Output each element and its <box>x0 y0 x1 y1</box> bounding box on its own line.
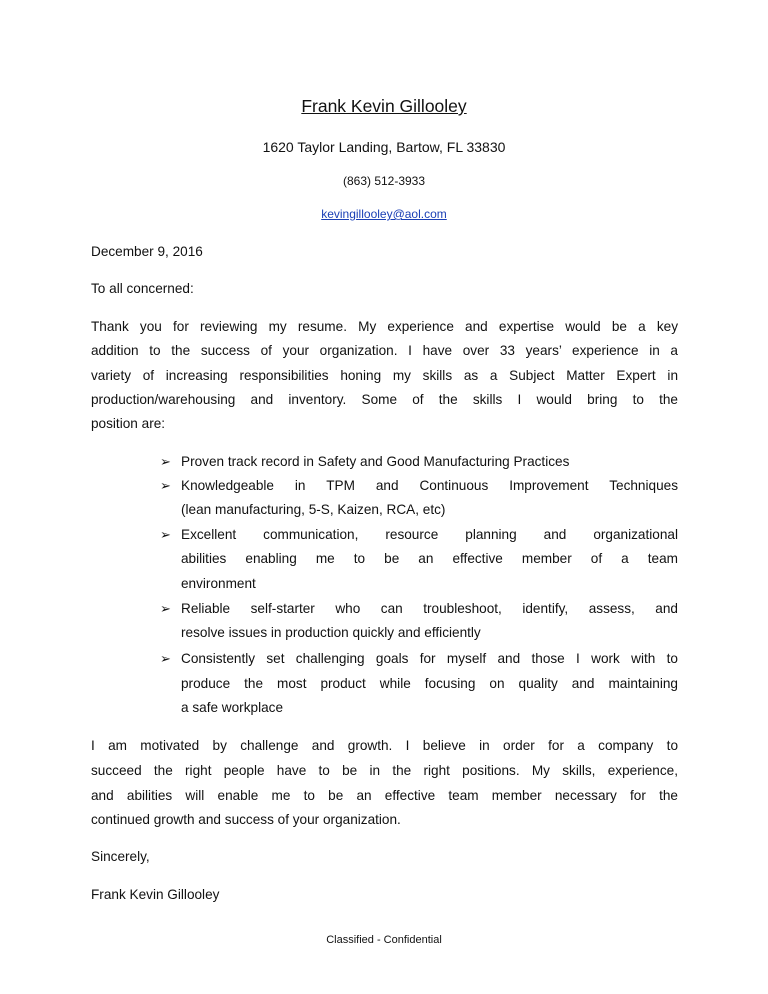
paragraph-line: Thank you for reviewing my resume. My experience and expertise would be a key <box>91 319 678 334</box>
bullet-line: Knowledgeable in TPM and Continuous Improvement Techniques <box>181 478 678 493</box>
paragraph-line: variety of increasing responsibilities honing my skills as a Subject Matter Expert in <box>91 368 678 383</box>
paragraph-line: position are: <box>91 416 166 431</box>
arrow-bullet-icon: ➢ <box>160 478 171 493</box>
bullet-line: Proven track record in Safety and Good Manufacturing Practices <box>181 454 570 469</box>
bullet-line: (lean manufacturing, 5-S, Kaizen, RCA, etc) <box>181 502 446 517</box>
bullet-line: Excellent communication, resource planning and organizational <box>181 527 678 542</box>
sender-name: Frank Kevin Gillooley <box>301 96 467 116</box>
paragraph-line: I am motivated by challenge and growth. I believe in order for a company to <box>91 738 678 753</box>
paragraph-line: production/warehousing and inventory. Some of the skills I would bring to the <box>91 392 678 407</box>
arrow-bullet-icon: ➢ <box>160 651 171 666</box>
closing: Sincerely, <box>91 849 150 864</box>
paragraph-line: succeed the right people have to be in the right positions. My skills, experience, <box>91 763 678 778</box>
bullet-line: resolve issues in production quickly and efficiently <box>181 625 481 640</box>
salutation: To all concerned: <box>91 281 194 296</box>
paragraph-line: continued growth and success of your organization. <box>91 812 401 827</box>
arrow-bullet-icon: ➢ <box>160 527 171 542</box>
arrow-bullet-icon: ➢ <box>160 601 171 616</box>
sender-phone: (863) 512-3933 <box>342 174 426 188</box>
letter-date: December 9, 2016 <box>91 244 203 259</box>
sender-address: 1620 Taylor Landing, Bartow, FL 33830 <box>262 139 506 155</box>
bullet-line: abilities enabling me to be an effective member of a team <box>181 551 678 566</box>
footer-classification: Classified - Confidential <box>326 934 442 946</box>
paragraph-line: addition to the success of your organization. I have over 33 years’ experience in a <box>91 343 678 358</box>
bullet-line: Reliable self-starter who can troubleshoot, identify, assess, and <box>181 601 678 616</box>
sender-email-link[interactable]: kevingillooley@aol.com <box>321 207 447 221</box>
bullet-line: environment <box>181 576 256 591</box>
paragraph-line: and abilities will enable me to be an effective team member necessary for the <box>91 788 678 803</box>
signature-name: Frank Kevin Gillooley <box>91 887 220 902</box>
bullet-line: a safe workplace <box>181 700 284 715</box>
bullet-line: produce the most product while focusing on quality and maintaining <box>181 676 678 691</box>
bullet-line: Consistently set challenging goals for myself and those I work with to <box>181 651 678 666</box>
arrow-bullet-icon: ➢ <box>160 454 171 469</box>
